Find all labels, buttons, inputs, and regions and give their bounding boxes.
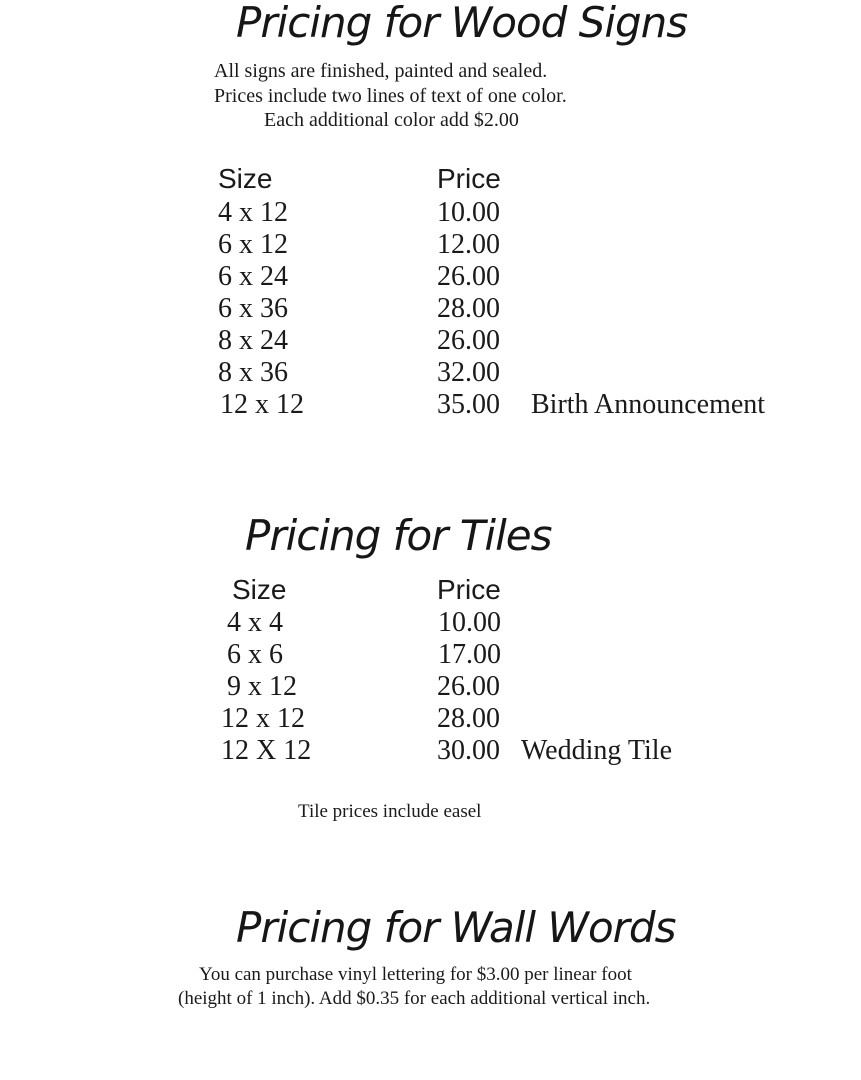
wood-row-price: 28.00 (437, 293, 500, 324)
tiles-row-note: Wedding Tile (521, 735, 672, 766)
tiles-size-header: Size (232, 574, 287, 605)
wood-note-additional-color: Each additional color add $2.00 (264, 109, 519, 131)
wood-row-price: 35.00 (437, 389, 500, 420)
wood-row-price: 10.00 (437, 197, 500, 228)
wood-row-size: 6 x 36 (218, 293, 288, 324)
wood-row-price: 26.00 (437, 325, 500, 356)
tiles-row-price: 17.00 (438, 639, 501, 670)
tiles-row-price: 10.00 (438, 607, 501, 638)
tiles-row-size: 12 x 12 (221, 703, 305, 734)
wood-row-size: 12 x 12 (220, 389, 304, 420)
wood-row-price: 32.00 (437, 357, 500, 388)
tiles-row-size: 12 X 12 (221, 735, 312, 766)
tiles-row-size: 9 x 12 (227, 671, 297, 702)
tiles-row-size: 6 x 6 (227, 639, 283, 670)
wood-row-size: 4 x 12 (218, 197, 288, 228)
tiles-row-price: 30.00 (437, 735, 500, 766)
wood-signs-title: Pricing for Wood Signs (236, 0, 688, 47)
tiles-title: Pricing for Tiles (245, 511, 552, 560)
tiles-row-size: 4 x 4 (227, 607, 283, 638)
wood-row-size: 6 x 12 (218, 229, 288, 260)
tiles-row-price: 26.00 (437, 671, 500, 702)
wood-row-price: 26.00 (437, 261, 500, 292)
wood-price-header: Price (437, 163, 501, 194)
tiles-footnote: Tile prices include easel (298, 801, 482, 822)
tiles-row-price: 28.00 (437, 703, 500, 734)
wood-note-two-lines: Prices include two lines of text of one color. (214, 85, 567, 107)
wood-note-finished: All signs are finished, painted and sealed. (214, 60, 548, 82)
wall-note-height: (height of 1 inch). Add $0.35 for each additional vertical inch. (178, 988, 651, 1009)
wall-words-title: Pricing for Wall Words (236, 903, 676, 952)
wood-row-size: 8 x 36 (218, 357, 288, 388)
wood-row-size: 8 x 24 (218, 325, 288, 356)
tiles-price-header: Price (437, 574, 501, 605)
wood-row-price: 12.00 (437, 229, 500, 260)
wood-size-header: Size (218, 163, 273, 194)
wall-note-vinyl: You can purchase vinyl lettering for $3.00 per linear foot (199, 964, 632, 985)
wood-row-note: Birth Announcement (531, 389, 766, 420)
wood-row-size: 6 x 24 (218, 261, 288, 292)
